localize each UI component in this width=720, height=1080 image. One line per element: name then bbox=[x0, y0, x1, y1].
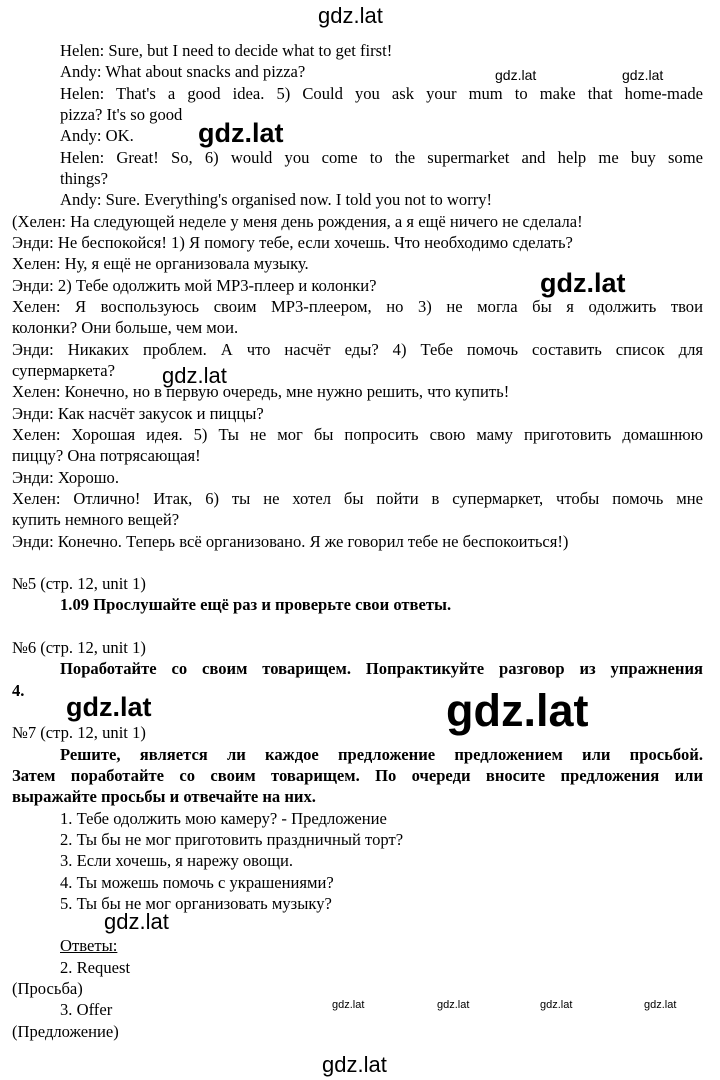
dialog-ru-line: пиццу? Она потрясающая! bbox=[12, 446, 201, 465]
watermark: gdz.lat bbox=[104, 909, 169, 934]
dialog-ru-line: Энди: Конечно. Теперь всё организовано. Я же говорил тебе не беспокоиться!) bbox=[12, 532, 569, 551]
watermark: gdz.lat bbox=[66, 692, 152, 722]
watermark: gdz.lat bbox=[622, 67, 664, 83]
dialog-ru-line: Хелен: Хорошая идея. 5) Ты не мог бы попросить свою маму приготовить домашнюю bbox=[12, 425, 703, 444]
watermark: gdz.lat bbox=[332, 999, 365, 1011]
dialog-ru-line: Энди: Никаких проблем. А что насчёт еды? 4) Тебе помочь составить список для bbox=[12, 340, 703, 359]
dialog-en-line: things? bbox=[60, 169, 108, 188]
exercise-7-item: 4. Ты можешь помочь с украшениями? bbox=[60, 873, 334, 892]
dialog-ru-line: Энди: 2) Тебе одолжить мой МР3-плеер и колонки? bbox=[12, 276, 377, 295]
dialog-ru-line: Хелен: Конечно, но в первую очередь, мне нужно решить, что купить! bbox=[12, 382, 510, 401]
watermark: gdz.lat bbox=[318, 3, 383, 28]
dialog-ru-line: Энди: Не беспокойся! 1) Я помогу тебе, если хочешь. Что необходимо сделать? bbox=[12, 233, 573, 252]
dialog-en-line: Andy: Sure. Everything's organised now. I told you not to worry! bbox=[60, 190, 493, 209]
watermark: gdz.lat bbox=[446, 685, 589, 736]
dialog-ru-line: Хелен: Ну, я ещё не организовала музыку. bbox=[12, 254, 309, 273]
exercise-7-item: 5. Ты бы не мог организовать музыку? bbox=[60, 894, 332, 913]
watermark: gdz.lat bbox=[162, 363, 227, 388]
answer-line: (Предложение) bbox=[12, 1022, 119, 1041]
exercise-6-task: Поработайте со своим товарищем. Попрактикуйте разговор из упражнения bbox=[60, 659, 703, 678]
watermark: gdz.lat bbox=[540, 999, 573, 1011]
exercise-7-task: Решите, является ли каждое предложение предложением или просьбой. bbox=[60, 745, 703, 764]
dialog-ru-line: Энди: Как насчёт закусок и пиццы? bbox=[12, 404, 264, 423]
answers-label: Ответы: bbox=[60, 936, 118, 955]
dialog-ru-line: колонки? Они больше, чем мои. bbox=[12, 318, 239, 337]
watermark: gdz.lat bbox=[198, 118, 284, 148]
dialog-en-line: Helen: Sure, but I need to decide what to get first! bbox=[60, 41, 393, 60]
exercise-6-header: №6 (стр. 12, unit 1) bbox=[12, 638, 146, 657]
dialog-ru-line: Хелен: Отлично! Итак, 6) ты не хотел бы пойти в супермаркет, чтобы помочь мне bbox=[12, 489, 703, 508]
exercise-7-item: 3. Если хочешь, я нарежу овощи. bbox=[60, 851, 294, 870]
exercise-5-task: 1.09 Прослушайте ещё раз и проверьте свои ответы. bbox=[60, 595, 452, 614]
watermark: gdz.lat bbox=[437, 999, 470, 1011]
answer-line: 2. Request bbox=[60, 958, 131, 977]
watermark: gdz.lat bbox=[644, 999, 677, 1011]
watermark: gdz.lat bbox=[540, 268, 626, 298]
exercise-7-item: 2. Ты бы не мог приготовить праздничный торт? bbox=[60, 830, 404, 849]
dialog-ru-line: Хелен: Я воспользуюсь своим МР3-плеером, но 3) не могла бы я одолжить твои bbox=[12, 297, 703, 316]
watermark: gdz.lat bbox=[495, 67, 537, 83]
dialog-en-line: Andy: OK. bbox=[60, 126, 134, 145]
watermark: gdz.lat bbox=[322, 1052, 387, 1077]
exercise-7-item: 1. Тебе одолжить мою камеру? - Предложение bbox=[60, 809, 387, 828]
dialog-ru-line: (Хелен: На следующей неделе у меня день рождения, а я ещё ничего не сделала! bbox=[12, 212, 583, 231]
dialog-ru-line: Энди: Хорошо. bbox=[12, 468, 119, 487]
exercise-7-task: выражайте просьбы и отвечайте на них. bbox=[12, 787, 316, 806]
exercise-6-task: 4. bbox=[12, 681, 25, 700]
dialog-en-line: pizza? It's so good bbox=[60, 105, 183, 124]
dialog-ru-line: супермаркета? bbox=[12, 361, 115, 380]
exercise-7-task: Затем поработайте со своим товарищем. По очереди вносите предложения или bbox=[12, 766, 703, 785]
exercise-7-header: №7 (стр. 12, unit 1) bbox=[12, 723, 146, 742]
exercise-5-header: №5 (стр. 12, unit 1) bbox=[12, 574, 146, 593]
dialog-en-line: Andy: What about snacks and pizza? bbox=[60, 62, 306, 81]
answer-line: (Просьба) bbox=[12, 979, 83, 998]
dialog-ru-line: купить немного вещей? bbox=[12, 510, 180, 529]
dialog-en-line: Helen: That's a good idea. 5) Could you ask your mum to make that home-made bbox=[60, 84, 703, 103]
answer-line: 3. Offer bbox=[60, 1000, 113, 1019]
dialog-en-line: Helen: Great! So, 6) would you come to the supermarket and help me buy some bbox=[60, 148, 703, 167]
